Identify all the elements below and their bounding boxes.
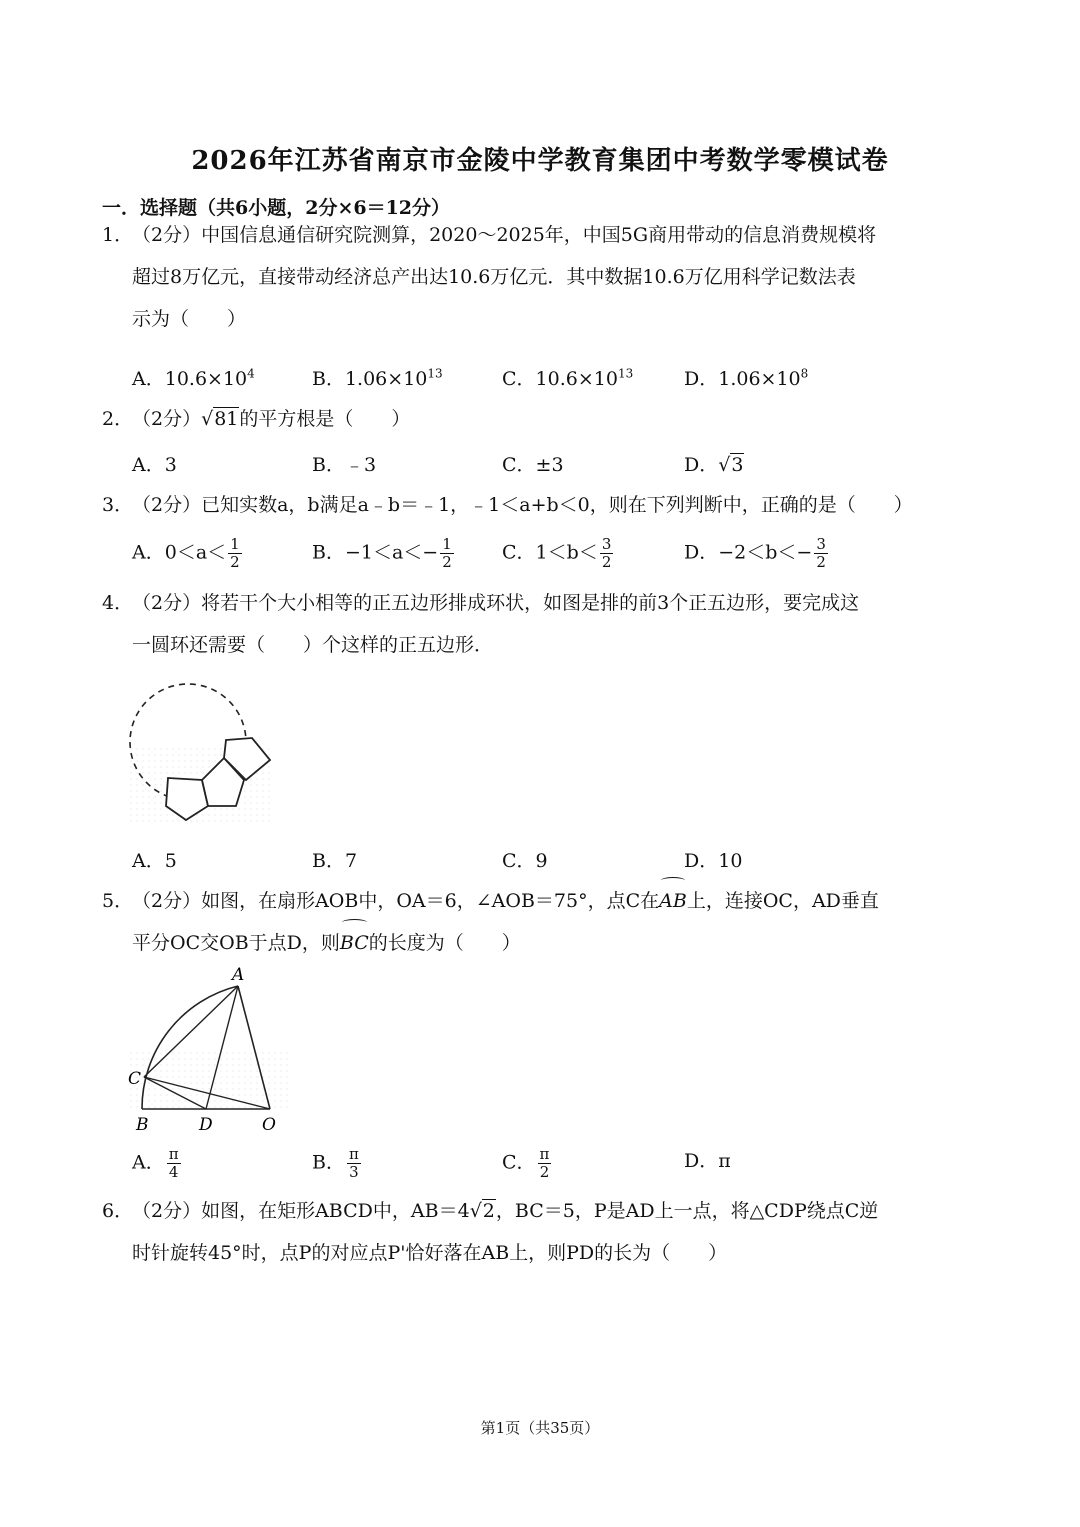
options-row — [0, 364, 1080, 394]
option-a: A．$10.6\times 10^4$ — [132, 366, 255, 390]
option-d: D．−2＜b＜− $\frac{3}{2}$ — [684, 535, 826, 571]
question-number: 3． — [102, 494, 134, 516]
question-4 — [102, 582, 982, 666]
question-text: （2分）将若干个大小相等的正五边形排成环状，如图是排的前3个正五边形，要完成这 — [132, 592, 860, 614]
label-b: B — [136, 1115, 149, 1135]
question-3 — [102, 484, 982, 526]
option-c: C．$10.6\times 10^{13}$ — [502, 366, 634, 390]
option-d: D．√3 — [684, 454, 744, 476]
question-6: 6．（2分）如图，在矩形ABCD中，AB＝4√2，BC＝5，P是AD上一点，将△CDP绕点C逆 时针旋转45°时，点P的对应点P'恰好落在AB上，则PD的长为（ ） — [102, 1190, 982, 1274]
option-c: C． $\frac{\pi}{2}$ — [502, 1145, 550, 1181]
question-text: （2分）已知实数a，b满足a﹣b＝﹣1，﹣1＜a+b＜0，则在下列判断中，正确的是（ ） — [132, 494, 913, 516]
question-text: 时针旋转45°时，点P的对应点P'恰好落在AB上，则PD的长为（ ） — [132, 1242, 728, 1264]
option-c: C．1＜b＜ $\frac{3}{2}$ — [502, 535, 612, 571]
question-text: （2分）中国信息通信研究院测算，2020～2025年，中国5G商用带动的信息消费规模将 — [132, 224, 877, 246]
sector-figure — [124, 962, 294, 1137]
question-number: 4． — [102, 592, 134, 614]
option-a: A．0＜a＜ $\frac{1}{2}$ — [132, 535, 240, 571]
question-number: 5． — [102, 890, 134, 912]
option-a: A．3 — [132, 454, 177, 476]
page-footer: 第1页（共35页） — [480, 1419, 600, 1437]
option-a: A．5 — [132, 850, 177, 872]
question-number: 1． — [102, 224, 134, 246]
question-1 — [102, 214, 982, 340]
label-d: D — [199, 1115, 213, 1135]
options-row — [0, 535, 1080, 571]
question-text: 示为（ ） — [132, 308, 247, 330]
option-b: B．−1＜a＜− $\frac{1}{2}$ — [312, 535, 452, 571]
question-2: 2．（2分）√81的平方根是（ ） — [102, 398, 982, 440]
label-c: C — [128, 1069, 142, 1089]
question-5: 5．（2分）如图，在扇形AOB中，OA＝6，∠AOB＝75°，点C在AB上，连接OC，AD垂直 平分OC交OB于点D，则BC的长度为（ ） — [102, 880, 982, 964]
options-row — [0, 846, 1080, 876]
sqrt-expression: √81 — [201, 408, 239, 430]
question-text: 超过8万亿元，直接带动经济总产出达10.6万亿元．其中数据10.6万亿用科学记数法表 — [132, 266, 856, 288]
question-number: 2． — [102, 408, 134, 430]
page-title: 2026年江苏省南京市金陵中学教育集团中考数学零模试卷 — [191, 146, 889, 176]
option-b: B．﹣3 — [312, 454, 377, 476]
section-heading: 一．选择题（共6小题，2分×6＝12分） — [102, 197, 451, 219]
pentagon-ring-figure — [124, 676, 284, 826]
option-d: D．$1.06\times 10^8$ — [684, 366, 809, 390]
option-c: C．9 — [502, 850, 548, 872]
option-d: D．π — [684, 1150, 731, 1172]
options-row — [0, 450, 1080, 480]
option-c: C．±3 — [502, 454, 564, 476]
option-d: D．10 — [684, 850, 743, 872]
question-number: 6． — [102, 1200, 134, 1222]
option-b: B． $\frac{\pi}{3}$ — [312, 1145, 359, 1181]
label-a: A — [232, 965, 245, 985]
question-text: 一圆环还需要（ ）个这样的正五边形． — [132, 634, 494, 656]
option-a: A． $\frac{\pi}{4}$ — [132, 1145, 179, 1181]
option-b: B．$1.06\times 10^{13}$ — [312, 366, 443, 390]
label-o: O — [262, 1115, 276, 1135]
options-row — [0, 1145, 1080, 1181]
option-b: B．7 — [312, 850, 358, 872]
